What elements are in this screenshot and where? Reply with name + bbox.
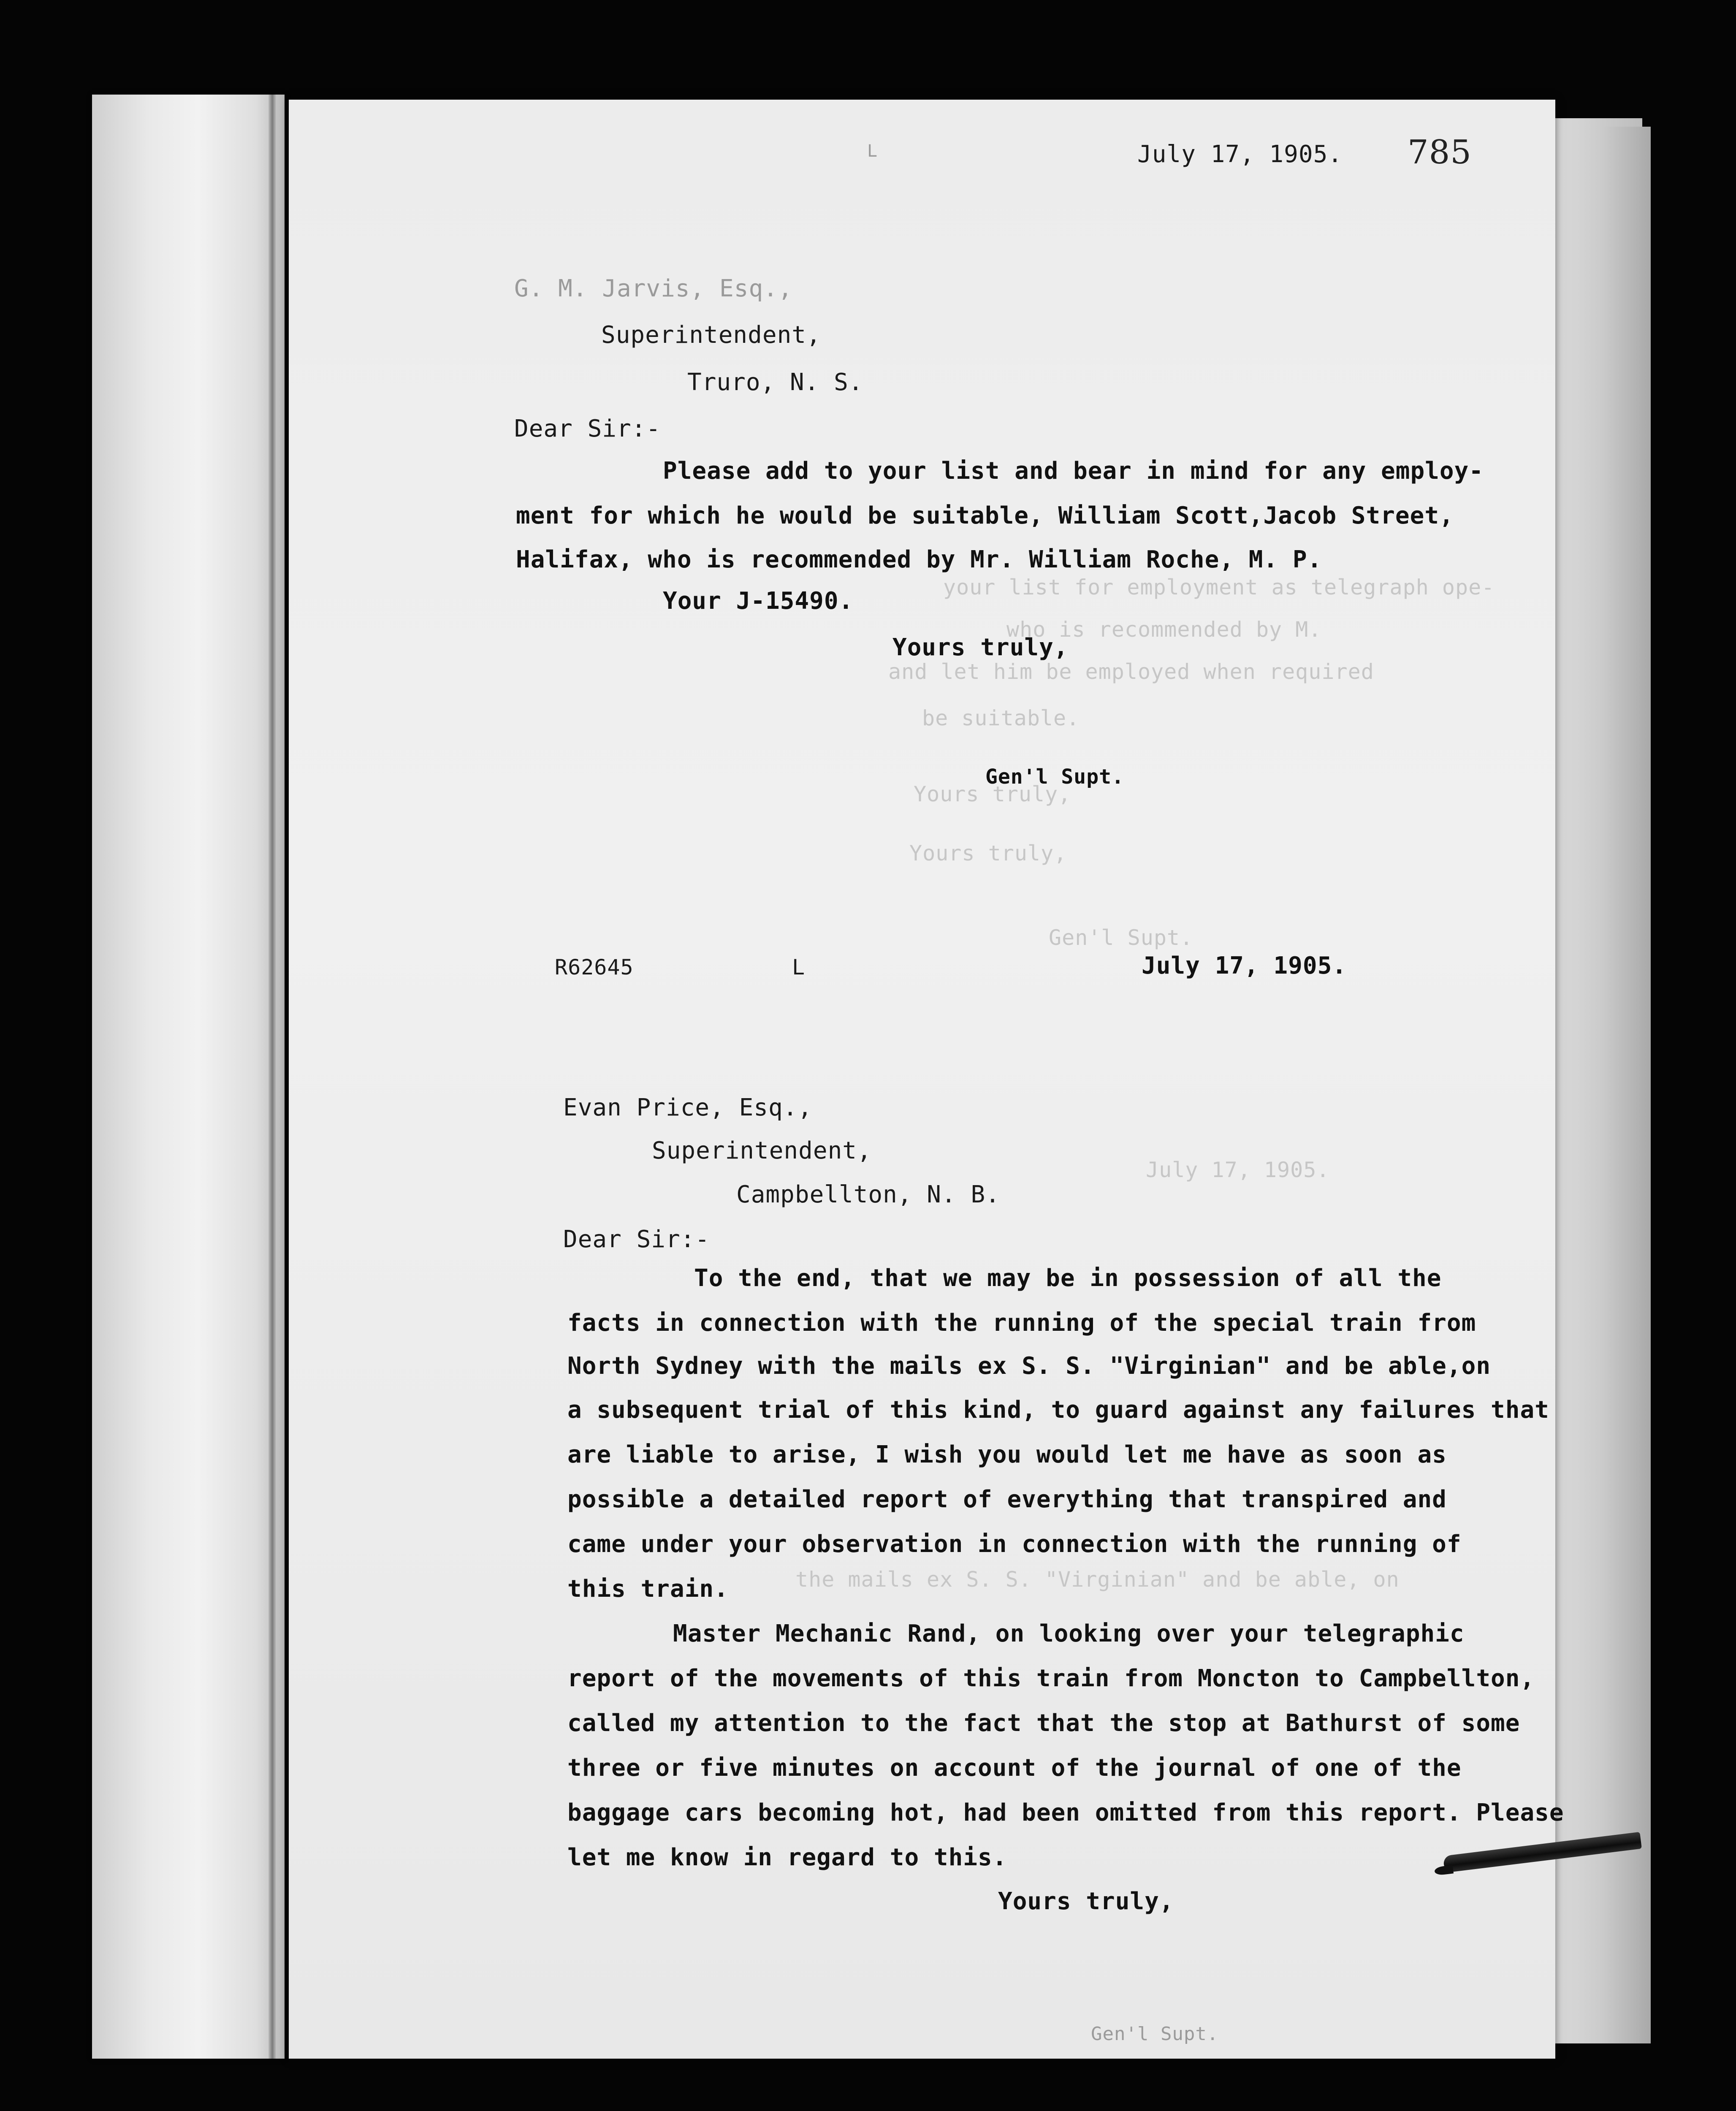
binding-fold: [269, 95, 276, 2059]
letter2-body-line: possible a detailed report of everything that transpired and: [567, 1486, 1447, 1513]
bleed-through-text: and let him be employed when required: [888, 659, 1374, 684]
letter1-marker: L: [867, 141, 878, 161]
letter1-date: July 17, 1905.: [1137, 141, 1343, 168]
letter2-date: July 17, 1905.: [1142, 952, 1347, 980]
letter2-signature: Gen'l Supt.: [1091, 2023, 1219, 2045]
bleed-through-text: July 17, 1905.: [1146, 1158, 1330, 1182]
letter1-body-line: Your J-15490.: [663, 587, 854, 615]
letter2-body-line: are liable to arise, I wish you would let me have as soon as: [567, 1441, 1447, 1468]
letter1-salutation: Dear Sir:-: [514, 415, 661, 442]
bleed-through-text: who is recommended by M.: [1006, 617, 1322, 642]
bleed-through-text: Yours truly,: [909, 841, 1067, 866]
letter1-body-line: ment for which he would be suitable, William Scott,Jacob Street,: [516, 502, 1454, 529]
letter2-closing: Yours truly,: [998, 1888, 1174, 1915]
underlying-sheet-shadow: [1604, 127, 1651, 2043]
letter2-body-line: report of the movements of this train from Moncton to Campbellton,: [567, 1665, 1535, 1692]
letter2-body-line: Master Mechanic Rand, on looking over your telegraphic: [673, 1620, 1465, 1647]
letter2-reference: R62645: [555, 955, 634, 980]
letter2-salutation: Dear Sir:-: [563, 1226, 710, 1253]
bleed-through-text: Yours truly,: [914, 782, 1071, 806]
letter2-body-line: three or five minutes on account of the journal of one of the: [567, 1754, 1462, 1782]
bleed-through-text: Gen'l Supt.: [1049, 925, 1194, 950]
bleed-through-text: the mails ex S. S. "Virginian" and be able, on: [795, 1567, 1400, 1592]
letter2-title: Superintendent,: [652, 1137, 872, 1164]
letter2-body-line: To the end, that we may be in possession of all the: [694, 1264, 1442, 1292]
letter-page: [289, 100, 1564, 2059]
letter1-closing: Yours truly,: [892, 634, 1069, 661]
letter1-signature: Gen'l Supt.: [985, 765, 1124, 789]
letter2-body-line: facts in connection with the running of the special train from: [567, 1309, 1476, 1337]
letter2-marker: L: [792, 955, 806, 980]
letter2-addressee: Evan Price, Esq.,: [563, 1094, 813, 1121]
letter2-body-line: North Sydney with the mails ex S. S. "Virginian" and be able,on: [567, 1352, 1491, 1380]
letter1-title: Superintendent,: [601, 321, 821, 349]
bleed-through-text: your list for employment as telegraph ope-: [943, 575, 1495, 600]
binding-strip: [92, 95, 285, 2059]
letter2-body-line: baggage cars becoming hot, had been omitted from this report. Please: [567, 1799, 1564, 1826]
bleed-through-text: be suitable.: [922, 706, 1080, 730]
letter1-body-line: Please add to your list and bear in mind for any employ-: [663, 457, 1484, 485]
letter2-body-line: let me know in regard to this.: [567, 1844, 1007, 1871]
letter2-body-line: a subsequent trial of this kind, to guard against any failures that: [567, 1396, 1549, 1424]
letter2-body-line: called my attention to the fact that the stop at Bathurst of some: [567, 1709, 1520, 1737]
page-number: 785: [1408, 133, 1472, 171]
letter2-location: Campbellton, N. B.: [736, 1181, 1000, 1208]
letter1-location: Truro, N. S.: [687, 369, 863, 396]
letter2-body-line: this train.: [567, 1575, 729, 1603]
letter1-addressee: G. M. Jarvis, Esq.,: [514, 275, 793, 302]
letter2-body-line: came under your observation in connection with the running of: [567, 1530, 1462, 1558]
letter1-body-line: Halifax, who is recommended by Mr. William Roche, M. P.: [516, 546, 1322, 573]
